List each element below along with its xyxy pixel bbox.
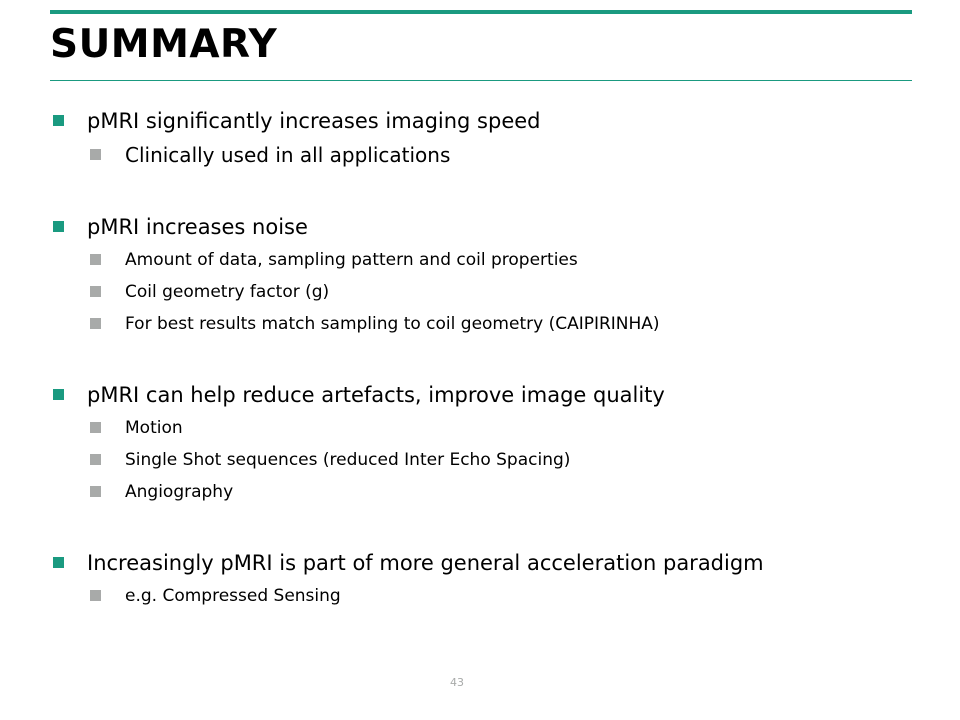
sub-bullet-item [50, 308, 912, 340]
sub-bullet-item [50, 244, 912, 276]
square-bullet-icon [53, 221, 64, 232]
sub-bullet-item [50, 138, 912, 172]
bullet-item [50, 546, 912, 580]
sub-bullet-text: Clinically used in all applications [125, 143, 451, 167]
square-bullet-icon [90, 286, 101, 297]
sub-bullet-text: Single Shot sequences (reduced Inter Echo Spacing) [125, 450, 571, 470]
square-bullet-icon [53, 389, 64, 400]
bullet-text: pMRI increases noise [87, 215, 308, 239]
bullet-group-2 [50, 210, 912, 340]
title-divider [50, 80, 912, 81]
square-bullet-icon [90, 422, 101, 433]
sub-bullet-text: Motion [125, 418, 183, 438]
square-bullet-icon [90, 590, 101, 601]
sub-bullet-text: For best results match sampling to coil geometry (CAIPIRINHA) [125, 314, 660, 334]
square-bullet-icon [53, 115, 64, 126]
square-bullet-icon [90, 454, 101, 465]
sub-bullet-item [50, 476, 912, 508]
top-accent-rule [50, 10, 912, 14]
sub-bullet-item [50, 276, 912, 308]
bullet-text: pMRI can help reduce artefacts, improve image quality [87, 383, 665, 407]
bullet-text: Increasingly pMRI is part of more general acceleration paradigm [87, 551, 764, 575]
sub-bullet-text: Coil geometry factor (g) [125, 282, 330, 302]
slide-title: SUMMARY [50, 22, 278, 67]
bullet-item [50, 104, 912, 138]
sub-bullet-text: Angiography [125, 482, 234, 502]
bullet-group-3 [50, 378, 912, 508]
square-bullet-icon [90, 318, 101, 329]
bullet-group-1 [50, 104, 912, 172]
sub-bullet-text: e.g. Compressed Sensing [125, 586, 341, 606]
square-bullet-icon [90, 254, 101, 265]
square-bullet-icon [90, 486, 101, 497]
square-bullet-icon [53, 557, 64, 568]
sub-bullet-item [50, 412, 912, 444]
bullet-group-4 [50, 546, 912, 612]
square-bullet-icon [90, 149, 101, 160]
bullet-item [50, 210, 912, 244]
page-number: 43 [450, 676, 464, 689]
sub-bullet-text: Amount of data, sampling pattern and coil properties [125, 250, 578, 270]
bullet-list [50, 104, 912, 634]
sub-bullet-item [50, 444, 912, 476]
bullet-item [50, 378, 912, 412]
bullet-text: pMRI significantly increases imaging speed [87, 109, 541, 133]
sub-bullet-item [50, 580, 912, 612]
